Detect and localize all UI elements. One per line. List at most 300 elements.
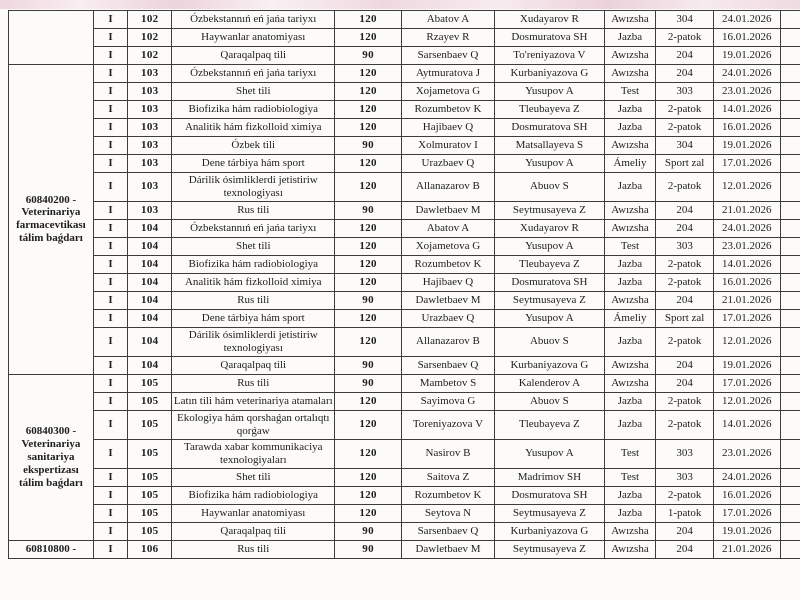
teacher1-cell: Hajibaev Q: [401, 119, 495, 137]
table-row: [9, 65, 800, 83]
subject-cell: Qaraqalpaq tili: [172, 522, 335, 540]
course-cell: I: [93, 137, 128, 155]
subject-cell: Dárilik ósimliklerdi jetistiriw texnologiyası: [172, 327, 335, 356]
course-cell: I: [93, 83, 128, 101]
group-cell: 102: [128, 11, 172, 29]
course-cell: I: [93, 255, 128, 273]
teacher2-cell: Tleubayeva Z: [495, 410, 604, 439]
room-cell: 2-patok: [656, 486, 714, 504]
edge-cell: [780, 155, 800, 173]
date-cell: 17.01.2026: [713, 155, 780, 173]
schedule-table-body: [9, 11, 800, 559]
exam-form-cell: Jazba: [604, 327, 656, 356]
edge-cell: [780, 237, 800, 255]
course-cell: I: [93, 201, 128, 219]
hours-cell: 90: [335, 137, 401, 155]
table-row: [9, 374, 800, 392]
teacher1-cell: Sarsenbaev Q: [401, 47, 495, 65]
room-cell: 303: [656, 468, 714, 486]
group-cell: 104: [128, 356, 172, 374]
edge-cell: [780, 486, 800, 504]
exam-form-cell: Jazba: [604, 486, 656, 504]
hours-cell: 120: [335, 504, 401, 522]
teacher2-cell: Tleubayeva Z: [495, 255, 604, 273]
edge-cell: [780, 392, 800, 410]
exam-form-cell: Awızsha: [604, 65, 656, 83]
date-cell: 16.01.2026: [713, 119, 780, 137]
group-cell: 104: [128, 327, 172, 356]
teacher1-cell: Abatov A: [401, 219, 495, 237]
room-cell: 2-patok: [656, 119, 714, 137]
subject-cell: Dene tárbiya hám sport: [172, 309, 335, 327]
room-cell: 303: [656, 439, 714, 468]
subject-cell: Biofizika hám radiobiologiya: [172, 255, 335, 273]
edge-cell: [780, 356, 800, 374]
room-cell: 204: [656, 356, 714, 374]
group-cell: 104: [128, 309, 172, 327]
hours-cell: 90: [335, 374, 401, 392]
teacher2-cell: Seytmusayeva Z: [495, 504, 604, 522]
teacher1-cell: Rzayev R: [401, 29, 495, 47]
subject-cell: Ózbekstannıń eń jańa tariyxı: [172, 219, 335, 237]
teacher1-cell: Xojametova G: [401, 237, 495, 255]
exam-form-cell: Jazba: [604, 410, 656, 439]
group-cell: 105: [128, 410, 172, 439]
exam-form-cell: Awızsha: [604, 291, 656, 309]
teacher2-cell: Seytmusayeva Z: [495, 201, 604, 219]
teacher1-cell: Rozumbetov K: [401, 101, 495, 119]
exam-form-cell: Jazba: [604, 29, 656, 47]
date-cell: 14.01.2026: [713, 101, 780, 119]
edge-cell: [780, 11, 800, 29]
room-cell: Sport zal: [656, 309, 714, 327]
teacher1-cell: Rozumbetov K: [401, 255, 495, 273]
subject-cell: Dene tárbiya hám sport: [172, 155, 335, 173]
date-cell: 19.01.2026: [713, 137, 780, 155]
teacher1-cell: Mambetov S: [401, 374, 495, 392]
edge-cell: [780, 309, 800, 327]
hours-cell: 120: [335, 155, 401, 173]
subject-cell: Qaraqalpaq tili: [172, 356, 335, 374]
hours-cell: 90: [335, 356, 401, 374]
room-cell: 2-patok: [656, 101, 714, 119]
room-cell: 204: [656, 291, 714, 309]
table-row: [9, 219, 800, 237]
table-row: [9, 356, 800, 374]
edge-cell: [780, 201, 800, 219]
date-cell: 17.01.2026: [713, 374, 780, 392]
teacher2-cell: Abuov S: [495, 173, 604, 202]
course-cell: I: [93, 439, 128, 468]
course-cell: I: [93, 356, 128, 374]
program-cell: 60840300 - Veterinariya sanitariya ekspertizası tálim baǵdarı: [9, 374, 94, 540]
course-cell: I: [93, 392, 128, 410]
exam-form-cell: Awızsha: [604, 11, 656, 29]
course-cell: I: [93, 468, 128, 486]
exam-form-cell: Jazba: [604, 101, 656, 119]
room-cell: 2-patok: [656, 392, 714, 410]
room-cell: 2-patok: [656, 273, 714, 291]
table-row: [9, 468, 800, 486]
edge-cell: [780, 410, 800, 439]
hours-cell: 120: [335, 83, 401, 101]
room-cell: 204: [656, 65, 714, 83]
course-cell: I: [93, 540, 128, 558]
hours-cell: 90: [335, 291, 401, 309]
group-cell: 102: [128, 47, 172, 65]
room-cell: 304: [656, 137, 714, 155]
room-cell: 204: [656, 522, 714, 540]
teacher2-cell: To'reniyazova V: [495, 47, 604, 65]
group-cell: 102: [128, 29, 172, 47]
group-cell: 103: [128, 155, 172, 173]
hours-cell: 120: [335, 410, 401, 439]
table-row: [9, 309, 800, 327]
program-cell: [9, 11, 94, 65]
teacher2-cell: Dosmuratova SH: [495, 119, 604, 137]
hours-cell: 120: [335, 11, 401, 29]
exam-form-cell: Awızsha: [604, 356, 656, 374]
group-cell: 104: [128, 255, 172, 273]
teacher1-cell: Xolmuratov I: [401, 137, 495, 155]
teacher2-cell: Yusupov A: [495, 237, 604, 255]
subject-cell: Shet tili: [172, 83, 335, 101]
table-row: [9, 29, 800, 47]
edge-cell: [780, 83, 800, 101]
teacher1-cell: Dawletbaev M: [401, 291, 495, 309]
group-cell: 103: [128, 65, 172, 83]
edge-cell: [780, 29, 800, 47]
exam-form-cell: Test: [604, 237, 656, 255]
group-cell: 105: [128, 468, 172, 486]
subject-cell: Shet tili: [172, 468, 335, 486]
edge-cell: [780, 101, 800, 119]
teacher2-cell: Kurbaniyazova G: [495, 522, 604, 540]
exam-form-cell: Ámeliy: [604, 155, 656, 173]
room-cell: 204: [656, 219, 714, 237]
date-cell: 12.01.2026: [713, 392, 780, 410]
group-cell: 105: [128, 374, 172, 392]
table-row: [9, 83, 800, 101]
date-cell: 23.01.2026: [713, 237, 780, 255]
room-cell: 2-patok: [656, 327, 714, 356]
teacher1-cell: Sarsenbaev Q: [401, 356, 495, 374]
room-cell: 204: [656, 540, 714, 558]
group-cell: 103: [128, 201, 172, 219]
teacher2-cell: Seytmusayeva Z: [495, 540, 604, 558]
subject-cell: Rus tili: [172, 201, 335, 219]
subject-cell: Biofizika hám radiobiologiya: [172, 101, 335, 119]
exam-form-cell: Test: [604, 439, 656, 468]
group-cell: 103: [128, 83, 172, 101]
date-cell: 21.01.2026: [713, 540, 780, 558]
exam-form-cell: Awızsha: [604, 201, 656, 219]
course-cell: I: [93, 309, 128, 327]
exam-form-cell: Awızsha: [604, 137, 656, 155]
table-row: [9, 155, 800, 173]
exam-form-cell: Jazba: [604, 504, 656, 522]
hours-cell: 120: [335, 309, 401, 327]
subject-cell: Dárilik ósimliklerdi jetistiriw texnologiyası: [172, 173, 335, 202]
course-cell: I: [93, 374, 128, 392]
exam-form-cell: Awızsha: [604, 374, 656, 392]
table-row: [9, 392, 800, 410]
program-cell: 60810800 -: [9, 540, 94, 558]
date-cell: 24.01.2026: [713, 219, 780, 237]
table-row: [9, 273, 800, 291]
teacher2-cell: Kurbaniyazova G: [495, 356, 604, 374]
teacher1-cell: Urazbaev Q: [401, 155, 495, 173]
table-row: [9, 137, 800, 155]
edge-cell: [780, 439, 800, 468]
room-cell: Sport zal: [656, 155, 714, 173]
edge-cell: [780, 273, 800, 291]
subject-cell: Rus tili: [172, 291, 335, 309]
course-cell: I: [93, 101, 128, 119]
course-cell: I: [93, 522, 128, 540]
room-cell: 204: [656, 47, 714, 65]
subject-cell: Ózbek tili: [172, 137, 335, 155]
teacher1-cell: Allanazarov B: [401, 173, 495, 202]
subject-cell: Ózbekstannıń eń jańa tariyxı: [172, 65, 335, 83]
course-cell: I: [93, 47, 128, 65]
group-cell: 104: [128, 273, 172, 291]
teacher1-cell: Sarsenbaev Q: [401, 522, 495, 540]
table-row: [9, 119, 800, 137]
course-cell: I: [93, 273, 128, 291]
edge-cell: [780, 173, 800, 202]
subject-cell: Rus tili: [172, 540, 335, 558]
hours-cell: 120: [335, 119, 401, 137]
edge-cell: [780, 255, 800, 273]
table-row: [9, 291, 800, 309]
edge-cell: [780, 65, 800, 83]
course-cell: I: [93, 65, 128, 83]
hours-cell: 120: [335, 327, 401, 356]
teacher2-cell: Matsallayeva S: [495, 137, 604, 155]
teacher1-cell: Rozumbetov K: [401, 486, 495, 504]
course-cell: I: [93, 29, 128, 47]
date-cell: 24.01.2026: [713, 468, 780, 486]
teacher2-cell: Yusupov A: [495, 439, 604, 468]
teacher1-cell: Abatov A: [401, 11, 495, 29]
group-cell: 105: [128, 439, 172, 468]
date-cell: 24.01.2026: [713, 11, 780, 29]
exam-form-cell: Jazba: [604, 173, 656, 202]
date-cell: 14.01.2026: [713, 410, 780, 439]
room-cell: 2-patok: [656, 410, 714, 439]
table-row: [9, 237, 800, 255]
hours-cell: 120: [335, 486, 401, 504]
group-cell: 103: [128, 119, 172, 137]
room-cell: 304: [656, 11, 714, 29]
exam-form-cell: Test: [604, 83, 656, 101]
exam-form-cell: Awızsha: [604, 219, 656, 237]
teacher2-cell: Xudayarov R: [495, 11, 604, 29]
hours-cell: 120: [335, 65, 401, 83]
date-cell: 17.01.2026: [713, 504, 780, 522]
scan-edge-artifact: [0, 0, 800, 9]
course-cell: I: [93, 504, 128, 522]
exam-form-cell: Jazba: [604, 273, 656, 291]
date-cell: 21.01.2026: [713, 201, 780, 219]
course-cell: I: [93, 155, 128, 173]
table-row: [9, 504, 800, 522]
exam-form-cell: Awızsha: [604, 522, 656, 540]
date-cell: 19.01.2026: [713, 356, 780, 374]
subject-cell: Ózbekstannıń eń jańa tariyxı: [172, 11, 335, 29]
subject-cell: Tarawda xabar kommunikaciya texnologiyaları: [172, 439, 335, 468]
subject-cell: Shet tili: [172, 237, 335, 255]
exam-form-cell: Awızsha: [604, 540, 656, 558]
edge-cell: [780, 540, 800, 558]
group-cell: 105: [128, 486, 172, 504]
exam-form-cell: Test: [604, 468, 656, 486]
exam-form-cell: Ámeliy: [604, 309, 656, 327]
teacher2-cell: Dosmuratova SH: [495, 273, 604, 291]
group-cell: 104: [128, 291, 172, 309]
group-cell: 106: [128, 540, 172, 558]
table-row: [9, 410, 800, 439]
subject-cell: Latın tili hám veterinariya atamaları: [172, 392, 335, 410]
edge-cell: [780, 47, 800, 65]
exam-schedule-table: [8, 10, 800, 559]
room-cell: 303: [656, 83, 714, 101]
subject-cell: Analitik hám fizkolloid ximiya: [172, 119, 335, 137]
teacher1-cell: Toreniyazova V: [401, 410, 495, 439]
edge-cell: [780, 468, 800, 486]
course-cell: I: [93, 237, 128, 255]
hours-cell: 90: [335, 47, 401, 65]
teacher2-cell: Abuov S: [495, 392, 604, 410]
edge-cell: [780, 327, 800, 356]
teacher1-cell: Dawletbaev M: [401, 201, 495, 219]
teacher2-cell: Tleubayeva Z: [495, 101, 604, 119]
teacher1-cell: Nasirov B: [401, 439, 495, 468]
subject-cell: Ekologiya hám qorshaǵan ortalıqtı qorǵaw: [172, 410, 335, 439]
room-cell: 204: [656, 374, 714, 392]
hours-cell: 120: [335, 273, 401, 291]
teacher1-cell: Sayimova G: [401, 392, 495, 410]
date-cell: 24.01.2026: [713, 65, 780, 83]
group-cell: 104: [128, 219, 172, 237]
date-cell: 19.01.2026: [713, 47, 780, 65]
date-cell: 14.01.2026: [713, 255, 780, 273]
teacher1-cell: Aytmuratova J: [401, 65, 495, 83]
edge-cell: [780, 374, 800, 392]
date-cell: 21.01.2026: [713, 291, 780, 309]
hours-cell: 120: [335, 237, 401, 255]
date-cell: 23.01.2026: [713, 439, 780, 468]
group-cell: 104: [128, 237, 172, 255]
room-cell: 204: [656, 201, 714, 219]
subject-cell: Biofizika hám radiobiologiya: [172, 486, 335, 504]
table-row: [9, 11, 800, 29]
date-cell: 12.01.2026: [713, 173, 780, 202]
hours-cell: 90: [335, 522, 401, 540]
room-cell: 2-patok: [656, 29, 714, 47]
date-cell: 17.01.2026: [713, 309, 780, 327]
teacher2-cell: Kurbaniyazova G: [495, 65, 604, 83]
hours-cell: 120: [335, 219, 401, 237]
group-cell: 105: [128, 522, 172, 540]
table-row: [9, 101, 800, 119]
course-cell: I: [93, 486, 128, 504]
course-cell: I: [93, 410, 128, 439]
table-row: [9, 522, 800, 540]
hours-cell: 120: [335, 392, 401, 410]
group-cell: 105: [128, 504, 172, 522]
hours-cell: 120: [335, 101, 401, 119]
teacher2-cell: Seytmusayeva Z: [495, 291, 604, 309]
edge-cell: [780, 119, 800, 137]
group-cell: 105: [128, 392, 172, 410]
teacher1-cell: Saitova Z: [401, 468, 495, 486]
course-cell: I: [93, 291, 128, 309]
edge-cell: [780, 219, 800, 237]
teacher2-cell: Xudayarov R: [495, 219, 604, 237]
teacher2-cell: Kalenderov A: [495, 374, 604, 392]
table-row: [9, 201, 800, 219]
teacher2-cell: Dosmuratova SH: [495, 29, 604, 47]
teacher1-cell: Dawletbaev M: [401, 540, 495, 558]
date-cell: 12.01.2026: [713, 327, 780, 356]
date-cell: 23.01.2026: [713, 83, 780, 101]
room-cell: 303: [656, 237, 714, 255]
course-cell: I: [93, 327, 128, 356]
edge-cell: [780, 522, 800, 540]
date-cell: 16.01.2026: [713, 486, 780, 504]
date-cell: 16.01.2026: [713, 273, 780, 291]
table-row: [9, 327, 800, 356]
room-cell: 2-patok: [656, 173, 714, 202]
teacher2-cell: Yusupov A: [495, 83, 604, 101]
subject-cell: Analitik hám fizkolloid ximiya: [172, 273, 335, 291]
hours-cell: 120: [335, 439, 401, 468]
room-cell: 1-patok: [656, 504, 714, 522]
teacher2-cell: Abuov S: [495, 327, 604, 356]
edge-cell: [780, 504, 800, 522]
teacher2-cell: Yusupov A: [495, 309, 604, 327]
teacher2-cell: Yusupov A: [495, 155, 604, 173]
group-cell: 103: [128, 173, 172, 202]
date-cell: 16.01.2026: [713, 29, 780, 47]
date-cell: 19.01.2026: [713, 522, 780, 540]
hours-cell: 120: [335, 468, 401, 486]
table-row: [9, 47, 800, 65]
subject-cell: Qaraqalpaq tili: [172, 47, 335, 65]
course-cell: I: [93, 173, 128, 202]
program-cell: 60840200 - Veterinariya farmacevtikası tálim baǵdarı: [9, 65, 94, 375]
subject-cell: Haywanlar anatomiyası: [172, 504, 335, 522]
course-cell: I: [93, 11, 128, 29]
subject-cell: Rus tili: [172, 374, 335, 392]
teacher1-cell: Allanazarov B: [401, 327, 495, 356]
hours-cell: 120: [335, 255, 401, 273]
exam-form-cell: Jazba: [604, 255, 656, 273]
table-row: [9, 486, 800, 504]
exam-form-cell: Jazba: [604, 119, 656, 137]
teacher1-cell: Seytova N: [401, 504, 495, 522]
teacher2-cell: Dosmuratova SH: [495, 486, 604, 504]
table-row: [9, 173, 800, 202]
hours-cell: 90: [335, 201, 401, 219]
room-cell: 2-patok: [656, 255, 714, 273]
teacher1-cell: Xojametova G: [401, 83, 495, 101]
exam-form-cell: Awızsha: [604, 47, 656, 65]
exam-form-cell: Jazba: [604, 392, 656, 410]
course-cell: I: [93, 119, 128, 137]
